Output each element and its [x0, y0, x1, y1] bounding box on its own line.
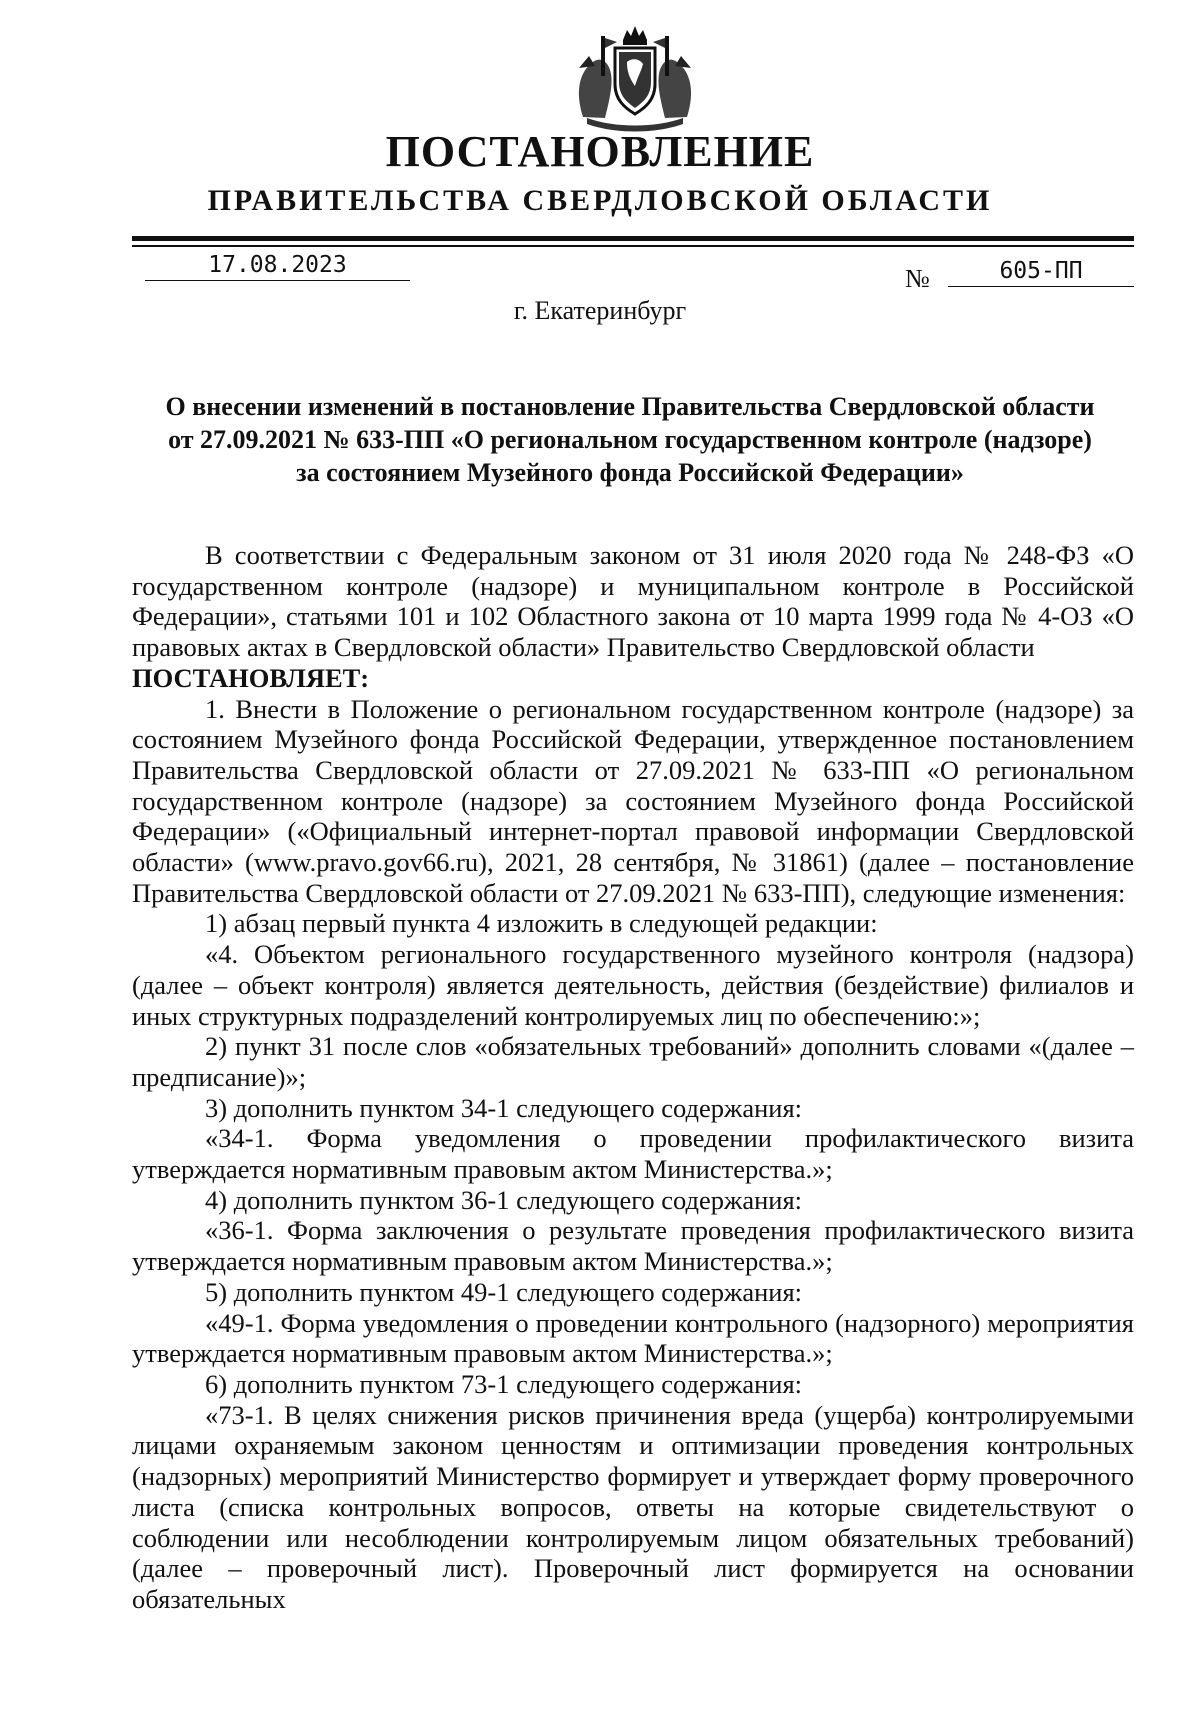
header-divider-thin [132, 245, 1134, 247]
body-paragraph: 2) пункт 31 после слов «обязательных требований» дополнить словами «(далее – предписание)»; [132, 1031, 1134, 1092]
number-label: № [905, 264, 930, 293]
document-date: 17.08.2023 [145, 252, 410, 281]
body-paragraph: 1) абзац первый пункта 4 изложить в следующей редакции: [205, 908, 878, 939]
document-body [132, 540, 1134, 1615]
heading-line: от 27.09.2021 № 633-ПП «О региональном государственном контроле (надзоре) [168, 425, 1092, 454]
header-divider-thick [132, 236, 1134, 241]
body-paragraph: 1. Внести в Положение о региональном государственном контроле (надзоре) за состоянием Музейного фонда Российской Федерации, утвержденное постановлением Правительства Свердловской области от 27.09.2021 № 633-ПП «О региональном государственном контроле (надзоре) за состоянием Музейного фонда Российской Федерации» («Официальный интернет-портал правовой информации Свердловской области» (www.pravo.gov66.ru), 2021, 28 сентября, № 31861) (далее – постановление Правительства Свердловской области от 27.09.2021 № 633-ПП), следующие изменения: [132, 693, 1134, 908]
document-heading [150, 390, 1110, 489]
body-paragraph: «36-1. Форма заключения о результате проведения профилактического визита утверждается нормативным правовым актом Министерства.»; [132, 1215, 1134, 1277]
document-title: ПОСТАНОВЛЕНИЕ [385, 127, 815, 176]
resolves-label: ПОСТАНОВЛЯЕТ: [132, 662, 370, 693]
body-paragraph: 6) дополнить пунктом 73-1 следующего содержания: [205, 1368, 803, 1399]
document-issuer: ПРАВИТЕЛЬСТВА СВЕРДЛОВСКОЙ ОБЛАСТИ [207, 184, 993, 217]
document-city: г. Екатеринбург [513, 296, 687, 325]
body-paragraph: «49-1. Форма уведомления о проведении контрольного (надзорного) мероприятия утверждается нормативным правовым актом Министерства.»; [132, 1307, 1134, 1369]
body-paragraph: «34-1. Форма уведомления о проведении профилактического визита утверждается нормативным правовым актом Министерства.»; [132, 1123, 1134, 1185]
document-number: 605-ПП [948, 258, 1134, 287]
body-paragraph: 5) дополнить пунктом 49-1 следующего содержания: [205, 1276, 803, 1307]
coat-of-arms-icon [565, 22, 705, 134]
body-paragraph: 4) дополнить пунктом 36-1 следующего содержания: [205, 1184, 803, 1215]
body-paragraph: «4. Объектом регионального государственного музейного контроля (надзора) (далее – объект контроля) является деятельность, действия (бездействие) филиалов и иных структурных подразделений контролируемых лиц по обеспечению:»; [132, 939, 1134, 1031]
body-paragraph: «73-1. В целях снижения рисков причинения вреда (ущерба) контролируемыми лицами охраняемым законом ценностям и оптимизации проведения контрольных (надзорных) мероприятий Министерство формирует и утверждает форму проверочного листа (списка контрольных вопросов, ответы на которые свидетельствуют о соблюдении или несоблюдении контролируемым лицом обязательных требований) (далее – проверочный лист). Проверочный лист формируется на основании обязательных [132, 1399, 1134, 1614]
preamble-paragraph: В соответствии с Федеральным законом от 31 июля 2020 года № 248-ФЗ «О государственном контроле (надзоре) и муниципальном контроле в Российской Федерации», статьями 101 и 102 Областного закона от 10 марта 1999 года № 4-ОЗ «О правовых актах в Свердловской области» Правительство Свердловской области [132, 540, 1134, 663]
body-paragraph: 3) дополнить пунктом 34-1 следующего содержания: [205, 1092, 803, 1123]
heading-line: О внесении изменений в постановление Правительства Свердловской области [165, 392, 1095, 421]
heading-line: за состоянием Музейного фонда Российской Федерации» [296, 458, 964, 487]
